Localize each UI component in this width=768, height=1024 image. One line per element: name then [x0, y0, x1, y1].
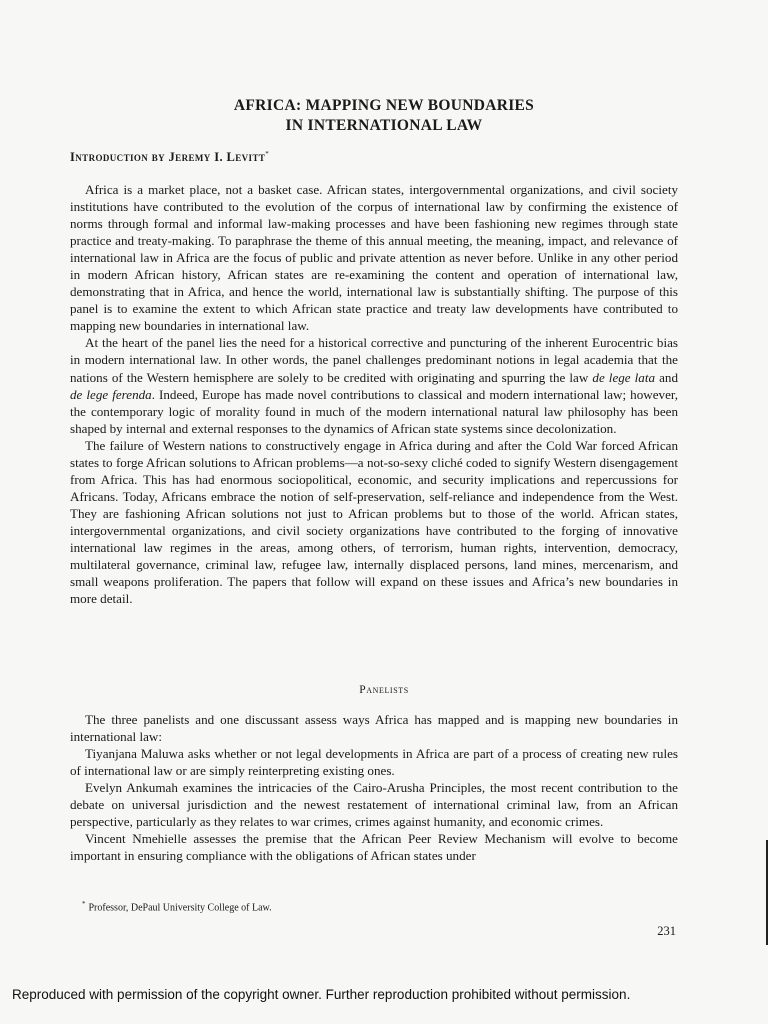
intro-text: At the heart of the panel lies the need for a historical corrective and puncturing of the inherent Eurocentric bias in modern international law. In other words, the panel challenges predominant notions in legal academia that the nations of the Western hemisphere are solely to be credited with originating and spurring the law [70, 335, 678, 385]
footnote-marker: * [82, 900, 86, 908]
footnote-text: Professor, DePaul University College of Law. [88, 902, 272, 914]
intro-text: and [655, 369, 678, 385]
intro-text: . Indeed, Europe has made novel contributions to classical and modern international law; however, the contemporary logic of morality found in much of the modern international natural law philosophy has been shaped by internal and external responses to the dynamics of African state systems since decolonization. [70, 386, 678, 436]
panelists-paragraph: Vincent Nmehielle assesses the premise that the African Peer Review Mechanism will evolve to become important in ensuring compliance with the obligations of African states under [70, 831, 678, 864]
article-title-line-2: IN INTERNATIONAL LAW [285, 117, 483, 134]
author-byline [70, 150, 269, 165]
permission-notice: Reproduced with permission of the copyright owner. Further reproduction prohibited without permission. [12, 987, 631, 1002]
byline-text: Introduction by Jeremy I. Levitt [70, 150, 266, 165]
panelists-paragraph: Tiyanjana Maluwa asks whether or not legal developments in Africa are part of a process of creating new rules of international law or are simply reinterpreting existing ones. [70, 746, 678, 779]
page-number: 231 [657, 924, 676, 938]
introduction-body [70, 181, 678, 607]
footnote [82, 900, 272, 913]
intro-paragraph: The failure of Western nations to constructively engage in Africa during and after the Cold War forced African states to forge African solutions to African problems—a not-so-sexy cliché coded to signify Western disengagement from Africa. This has had enormous sociopolitical, economic, and security implications and repercussions for Africans. Today, Africans embrace the notion of self-preservation, self-reliance and independence from the West. They are fashioning African solutions not just to African problems but to those of the world. African states, intergovernmental organizations, and civil society organizations have contributed to the forging of innovative international law regimes in the areas, among others, of terrorism, human rights, intervention, democracy, multilateral governance, criminal law, refugee law, internally displaced persons, land mines, mercenarism, and small weapons proliferation. The papers that follow will expand on these issues and Africa’s new boundaries in more detail. [70, 437, 678, 607]
byline-footnote-marker: * [265, 150, 270, 158]
article-title-line-1: AFRICA: MAPPING NEW BOUNDARIES [233, 97, 535, 114]
panelists-body [70, 711, 678, 864]
latin-term: de lege ferenda [70, 386, 152, 402]
section-heading-panelists: Panelists [359, 684, 409, 696]
latin-term: de lege lata [592, 369, 656, 385]
intro-paragraph: Africa is a market place, not a basket case. African states, intergovernmental organizations, and civil society institutions have contributed to the evolution of the corpus of international law by confirming the existence of norms through formal and informal law-making processes and have been fashioning new regimes through state practice and treaty-making. To paraphrase the theme of this annual meeting, the meaning, impact, and relevance of international law in Africa are the focus of public and private attention as never before. Unlike in any other period in modern African history, African states are re-examining the content and operation of international law, demonstrating that in Africa, and hence the world, international law is substantially shifting. The purpose of this panel is to examine the extent to which African state practice and treaty law developments have contributed to mapping new boundaries in international law. [70, 182, 678, 334]
panelists-paragraph: Evelyn Ankumah examines the intricacies of the Cairo-Arusha Principles, the most recent contribution to the debate on universal jurisdiction and the newest restatement of international criminal law, from an African perspective, particularly as they relates to war crimes, crimes against humanity, and economic crimes. [70, 780, 678, 830]
panelists-paragraph: The three panelists and one discussant assess ways Africa has mapped and is mapping new boundaries in international law: [70, 712, 678, 745]
intro-paragraph [70, 334, 678, 436]
